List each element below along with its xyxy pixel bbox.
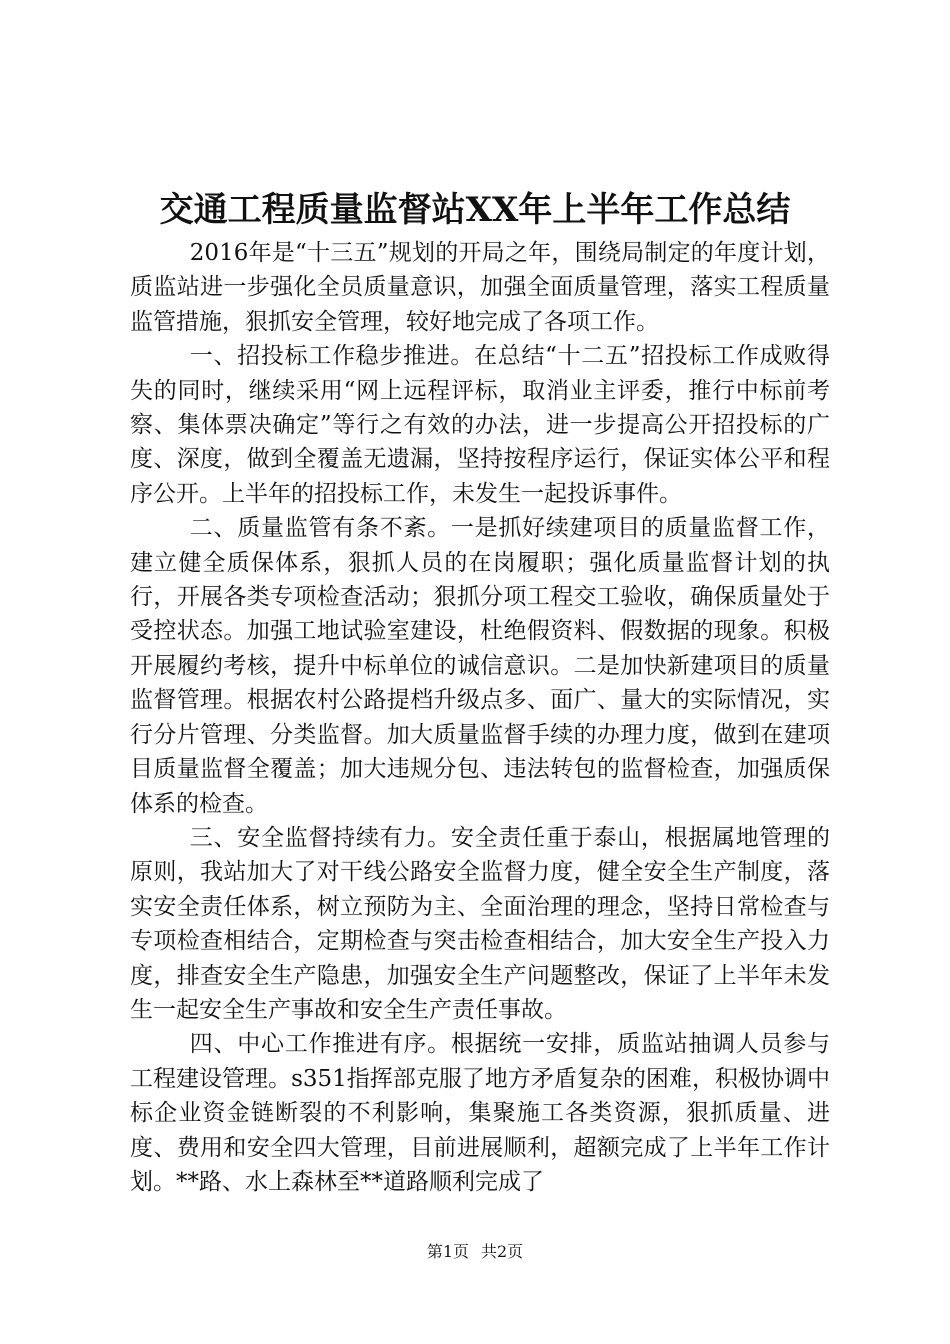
- document-body: [130, 236, 830, 1199]
- paragraph-safety: 三、安全监督持续有力。安全责任重于泰山，根据属地管理的原则，我站加大了对干线公路安全监督力度，健全安全生产制度，落实安全责任体系，树立预防为主、全面治理的理念，坚持日常检查与专项检查相结合，定期检查与突击检查相结合，加大安全生产投入力度，排查安全生产隐患，加强安全生产问题整改，保证了上半年未发生一起安全生产事故和安全生产责任事故。: [130, 824, 830, 1023]
- page-number: 第1页: [426, 1242, 469, 1261]
- page-footer: [0, 1240, 950, 1264]
- document-title: 交通工程质量监督站XX年上半年工作总结: [159, 190, 791, 230]
- page-total: 共2页: [481, 1242, 524, 1261]
- paragraph-central-work: 四、中心工作推进有序。根据统一安排，质监站抽调人员参与工程建设管理。s351指挥部克服了地方矛盾复杂的困难，积极协调中标企业资金链断裂的不利影响，集聚施工各类资源，狠抓质量、进度、费用和安全四大管理，目前进展顺利，超额完成了上半年工作计划。**路、水上森林至**道路顺利完成了: [130, 1031, 830, 1195]
- paragraph-bidding: 一、招投标工作稳步推进。在总结“十二五”招投标工作成败得失的同时，继续采用“网上远程评标，取消业主评委，推行中标前考察、集体票决确定”等行之有效的办法，进一步提高公开招投标的广度、深度，做到全覆盖无遗漏，坚持按程序运行，保证实体公平和程序公开。上半年的招投标工作，未发生一起投诉事件。: [130, 343, 830, 507]
- paragraph-quality: 二、质量监管有条不紊。一是抓好续建项目的质量监督工作，建立健全质保体系，狠抓人员的在岗履职；强化质量监督计划的执行，开展各类专项检查活动；狠抓分项工程交工验收，确保质量处于受控状态。加强工地试验室建设，杜绝假资料、假数据的现象。积极开展履约考核，提升中标单位的诚信意识。二是加快新建项目的质量监督管理。根据农村公路提档升级点多、面广、量大的实际情况，实行分片管理、分类监督。加大质量监督手续的办理力度，做到在建项目质量监督全覆盖；加大违规分包、违法转包的监督检查，加强质保体系的检查。: [130, 515, 830, 817]
- paragraph-intro: 2016年是“十三五”规划的开局之年，围绕局制定的年度计划，质监站进一步强化全员质量意识，加强全面质量管理，落实工程质量监管措施，狠抓安全管理，较好地完成了各项工作。: [130, 240, 830, 335]
